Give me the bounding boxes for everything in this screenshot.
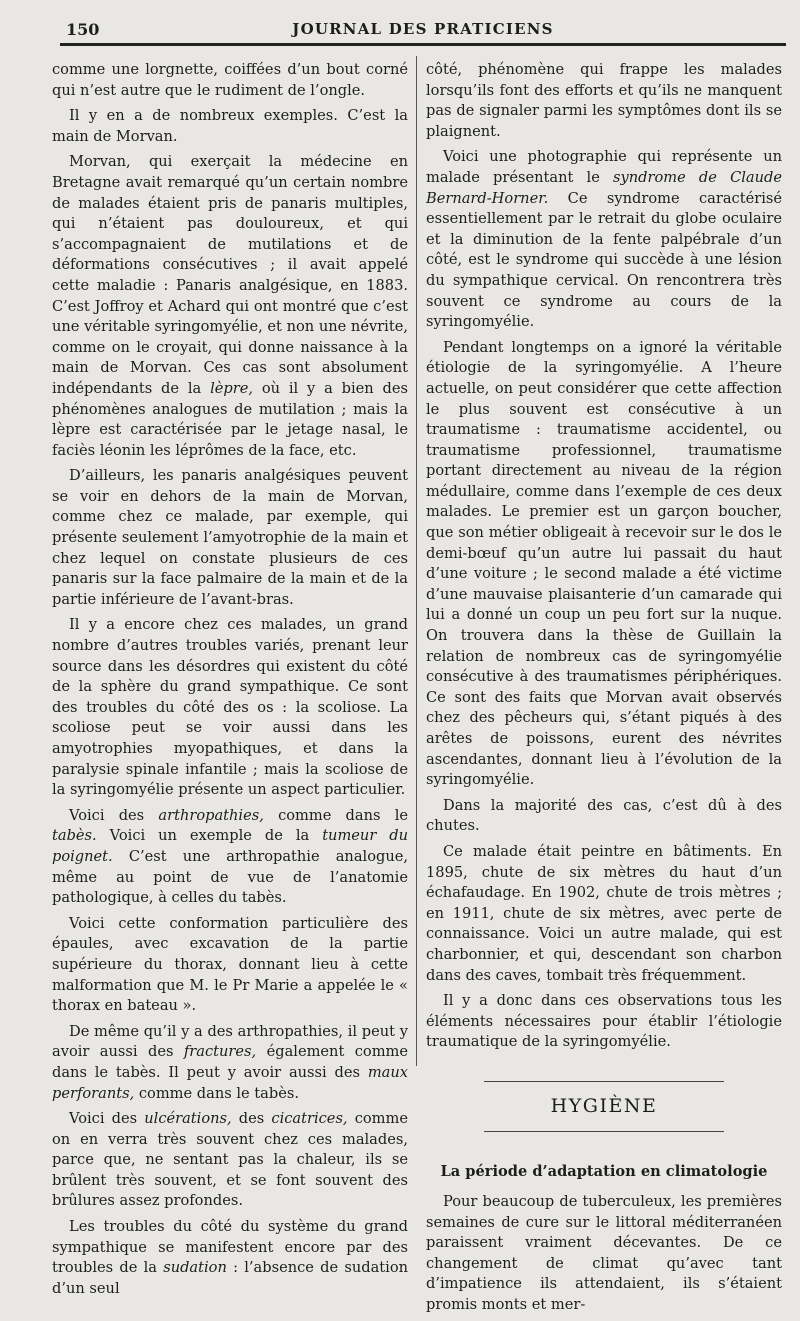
paragraph: Il y en a de nombreux exemples. C’est la main de Morvan. <box>52 107 408 145</box>
section-title: HYGIÈNE <box>550 1094 658 1117</box>
paragraph: Voici une photographie qui représente un malade présentant le syndrome de Claude Bernard-Horner. Ce syndrome caractérisé essentiellement par le retrait du globe oculaire et la diminution de la fente palpébrale d’un côté, est le syndrome qui succède à une lésion du sympathique cervical. On rencontrera très souvent ce syndrome au cours de la syringomyélie. <box>426 148 783 331</box>
paragraph: côté, phénomène qui frappe les malades lorsqu’ils font des efforts et qu’ils ne manquent pas de signaler parmi les symptômes dont ils se plaignent. <box>426 61 782 140</box>
paragraph: Pendant longtemps on a ignoré la véritable étiologie de la syringomyélie. A l’heure actuelle, on peut considérer que cette affection le plus souvent est consécutive à un traumatisme : traumatisme accidentel, ou traumatisme professionnel, traumatisme portant directement au niveau de la région médullaire, comme dans l’exemple de ces deux malades. Le premier est un garçon boucher, que son métier obligeait à recevoir sur le dos le demi-bœuf qu’un autre lui passait du haut d’une voiture ; le second malade a été victime d’une mauvaise plaisanterie d’un camarade qui lui a donné un coup un peu fort sur la nuque. On trouvera dans la thèse de Guillain la relation de nombreux cas de syringomyélie consécutive à des traumatismes périphériques. Ce sont des faits que Morvan avait observés chez des pêcheurs qui, s’étant piqués à des arêtes de poissons, eurent des névrites ascendantes, donnant lieu à l’évolution de la syringomyélie. <box>426 338 782 789</box>
column-divider <box>416 56 417 1066</box>
paragraph: Il y a donc dans ces observations tous les éléments nécessaires pour établir l’étiologie traumatique de la syringomyélie. <box>426 992 782 1051</box>
paragraph: D’ailleurs, les panaris analgésiques peuvent se voir en dehors de la main de Morvan, comme chez ce malade, par exemple, qui présente seulement l’amyotrophie de la main et chez lequel on constate plusieurs de ces panaris sur la face palmaire de la main et de la partie inférieure de l’avant-bras. <box>52 467 408 608</box>
page-number: 150 <box>66 20 100 39</box>
paragraph: Les troubles du côté du système du grand sympathique se manifestent encore par des troubles de la sudation : l’absence de sudation d’un seul <box>52 1218 408 1297</box>
paragraph: Pour beaucoup de tuberculeux, les premières semaines de cure sur le littoral méditerranéen paraissent vraiment décevantes. De ce changement de climat qu’avec tant d’impatience ils attendaient, ils s’étaient promis monts et mer- <box>426 1193 782 1314</box>
paragraph: Voici cette conformation particulière des épaules, avec excavation de la partie supérieure du thorax, donnant lieu à cette malformation que M. le Pr Marie a appelée le « thorax en bateau ». <box>52 914 408 1015</box>
paragraph: comme une lorgnette, coiffées d’un bout corné qui n’est autre que le rudiment de l’ongle. <box>52 61 408 99</box>
header-rule <box>60 43 786 46</box>
section-rule-bottom <box>484 1131 724 1132</box>
left-column <box>52 60 408 1304</box>
paragraph: Ce malade était peintre en bâtiments. En 1895, chute de six mètres du haut d’un échafaudage. En 1902, chute de trois mètres ; en 1911, chute de six mètres, avec perte de connaissance. Voici un autre malade, qui est charbonnier, et qui, descendant son charbon dans des caves, tombait très fréquemment. <box>426 842 782 984</box>
paragraph: Voici des ulcérations, des cicatrices, comme on en verra très souvent chez ces malades, parce que, ne sentant pas la chaleur, ils se brûlent très souvent, et se font souvent des brûlures assez profondes. <box>52 1110 408 1210</box>
paragraph: Morvan, qui exerçait la médecine en Bretagne avait remarqué qu’un certain nombre de malades étaient pris de panaris multiples, qui n’étaient pas douloureux, et qui s’accompagnaient de mutilations et de déformations consécutives ; il avait appelé cette maladie : Panaris analgésique, en 1883. C’est Joffroy et Achard qui ont montré que c’est une véritable syringomyélie, et non une névrite, comme on le croyait, qui donne naissance à la main de Morvan. Ces cas sont absolument indépendants de la lèpre, où il y a bien des phénomènes analogues de mutilation ; mais la lèpre est caractérisée par le jetage nasal, le faciès léonin les léprômes de la face, etc. <box>52 153 409 459</box>
paragraph: Voici des arthropathies, comme dans le tabès. Voici un exemple de la tumeur du poignet. C’est une arthropathie analogue, même au point de vue de l’anatomie pathologique, à celles du tabès. <box>52 806 409 907</box>
page-header <box>60 16 786 46</box>
paragraph: De même qu’il y a des arthropathies, il peut y avoir aussi des fractures, également comme dans le tabès. Il peut y avoir aussi des maux perforants, comme dans le tabès. <box>52 1022 409 1102</box>
article-title: La période d’adaptation en climatologie <box>440 1162 768 1180</box>
paragraph: Il y a encore chez ces malades, un grand nombre d’autres troubles variés, prenant leur source dans les désordres qui existent du côté de la sphère du grand sympathique. Ce sont des troubles du côté des os : la scoliose. La scoliose peut se voir aussi dans les amyotrophies myopathiques, et dans la paralysie spinale infantile ; mais la scoliose de la syringomyélie présente un aspect particulier. <box>52 616 408 799</box>
paragraph: Dans la majorité des cas, c’est dû à des chutes. <box>426 796 782 835</box>
section-heading <box>426 1081 782 1132</box>
journal-title: JOURNAL DES PRATICIENS <box>292 20 554 38</box>
right-column <box>426 60 782 1321</box>
